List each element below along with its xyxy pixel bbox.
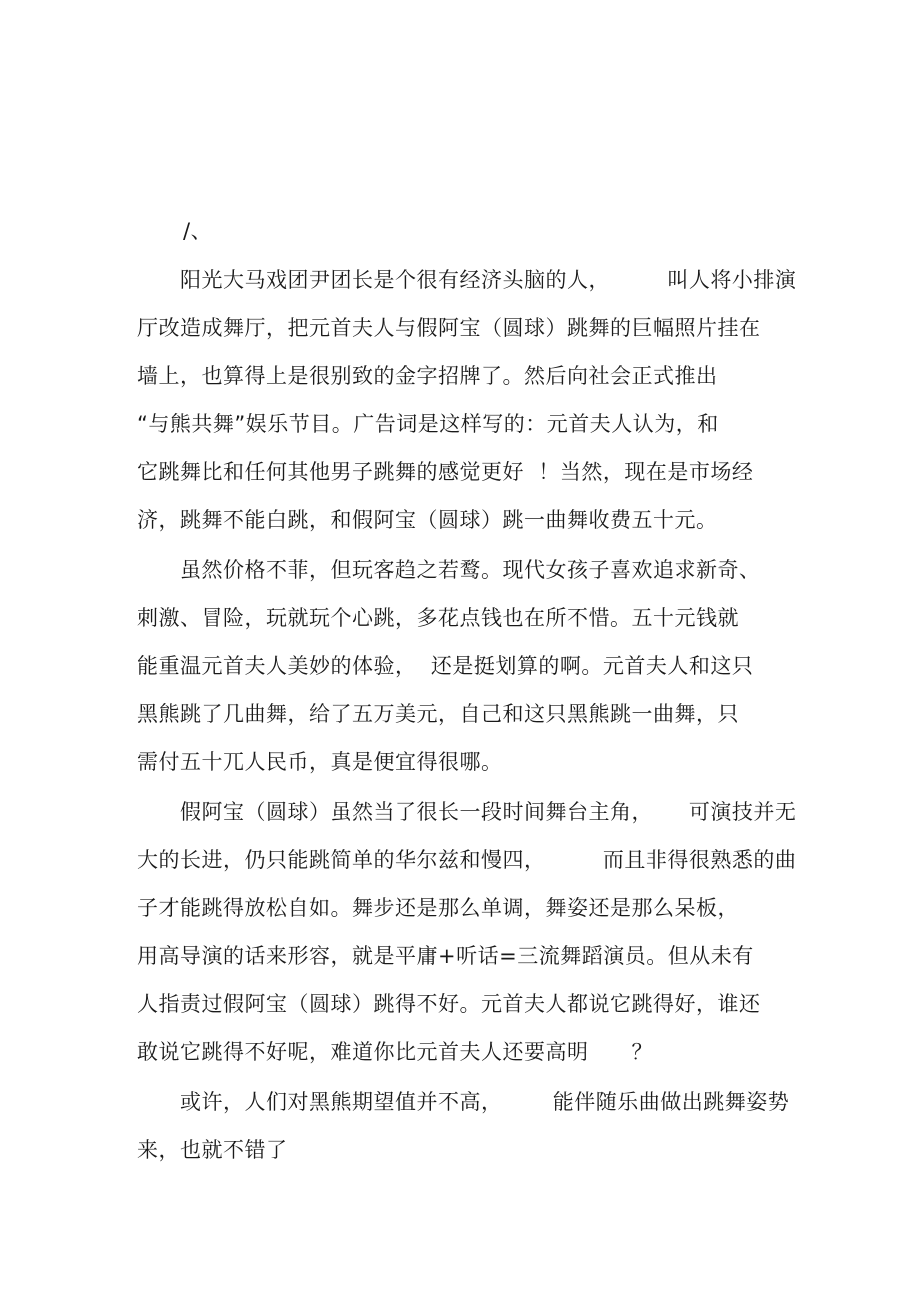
paragraph-2-line-1: 虽然价格不菲，但玩客趋之若鹜。现代女孩子喜欢追求新奇、 (180, 558, 761, 582)
paragraph-1-line-1: 阳光大马戏团尹团长是个很有经济头脑的人， 叫人将小排演 (180, 268, 797, 292)
paragraph-2-line-4: 黑熊跳了几曲舞，给了五万美元，自己和这只黑熊跳一曲舞，只 (137, 702, 739, 726)
paragraph-1-line-3: 墙上，也算得上是很别致的金字招牌了。然后向社会正式推出 (137, 364, 718, 388)
paragraph-3-line-3: 子才能跳得放松自如。舞步还是那么单调，舞姿还是那么呆板， (137, 896, 739, 920)
paragraph-3-line-6: 敢说它跳得不好呢，难道你比元首夫人还要高明 ？ (137, 1040, 654, 1064)
paragraph-3-line-5: 人指责过假阿宝（圆球）跳得不好。元首夫人都说它跳得好，谁还 (137, 992, 761, 1016)
paragraph-1-line-5: 它跳舞比和任何其他男子跳舞的感觉更好 ！当然，现在是市场经 (137, 460, 754, 484)
paragraph-2-line-5: 需付五十兀人民币，真是便宜得很哪。 (137, 750, 503, 774)
paragraph-1-line-2: 厅改造成舞厅，把元首夫人与假阿宝（圆球）跳舞的巨幅照片挂在 (137, 316, 761, 340)
paragraph-1-line-4: “与熊共舞”娱乐节目。广告词是这样写的：元首夫人认为，和 (137, 412, 719, 436)
paragraph-1-line-6: 济，跳舞不能白跳，和假阿宝（圆球）跳一曲舞收费五十元。 (137, 508, 718, 532)
paragraph-2-line-3: 能重温元首夫人美妙的体验， 还是挺划算的啊。元首夫人和这只 (137, 654, 754, 678)
paragraph-4-line-1: 或许，人们对黑熊期望值并不高， 能伴随乐曲做出跳舞姿势 (180, 1090, 790, 1114)
paragraph-3-line-2: 大的长进，仍只能跳简单的华尔兹和慢四， 而且非得很熟悉的曲 (137, 848, 797, 872)
paragraph-2-line-2: 刺激、冒险，玩就玩个心跳，多花点钱也在所不惜。五十元钱就 (137, 606, 739, 630)
section-marker: /、 (183, 219, 213, 243)
paragraph-4-line-2: 来，也就不错了 (137, 1138, 288, 1162)
paragraph-3-line-4: 用高导演的话来形容，就是平庸+听话=三流舞蹈演员。但从未有 (137, 944, 754, 968)
paragraph-3-line-1: 假阿宝（圆球）虽然当了很长一段时间舞台主角， 可演技并无 (180, 800, 797, 824)
